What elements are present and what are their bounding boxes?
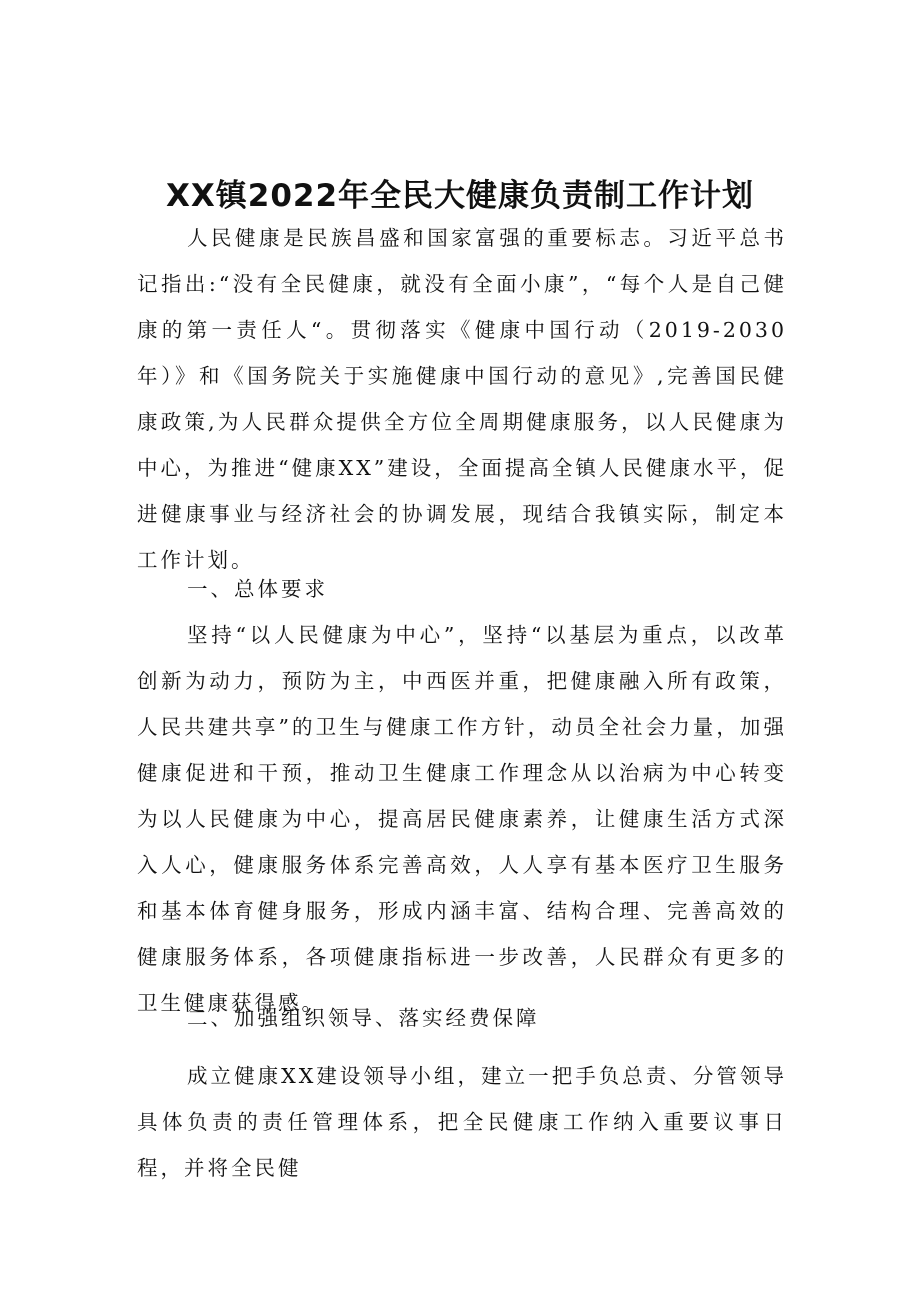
section-heading-general-requirements: 一、总体要求 [187,577,328,601]
section-heading-organization-leadership: 二、加强组织领导、落实经费保障 [187,1006,540,1030]
section-paragraph-organization-leadership: 成立健康XX建设领导小组，建立一把手负总责、分管领导具体负责的责任管理体系，把全民健康工作纳入重要议事日程，并将全民健 [137,1064,787,1180]
section-paragraph-general-requirements: 坚持“以人民健康为中心”，坚持“以基层为重点，以改革创新为动力，预防为主，中西医并重，把健康融入所有政策，人民共建共享”的卫生与健康工作方针，动员全社会力量，加强健康促进和干预，推动卫生健康工作理念从以治病为中心转变为以人民健康为中心，提高居民健康素养，让健康生活方式深入人心，健康服务体系完善高效，人人享有基本医疗卫生服务和基本体育健身服务，形成内涵丰富、结构合理、完善高效的健康服务体系，各项健康指标进一步改善，人民群众有更多的卫生健康获得感。 [137,623,787,1015]
document-title: XX镇2022年全民大健康负责制工作计划 [165,178,755,214]
intro-paragraph: 人民健康是民族昌盛和国家富强的重要标志。习近平总书记指出:“没有全民健康，就没有全面小康”，“每个人是自己健康的第一责任人“。贯彻落实《健康中国行动（2019-2030年）》和《国务院关于实施健康中国行动的意见》,完善国民健康政策,为人民群众提供全方位全周期健康服务，以人民健康为中心，为推进“健康XX”建设，全面提高全镇人民健康水平，促进健康事业与经济社会的协调发展，现结合我镇实际，制定本工作计划。 [137,226,787,572]
